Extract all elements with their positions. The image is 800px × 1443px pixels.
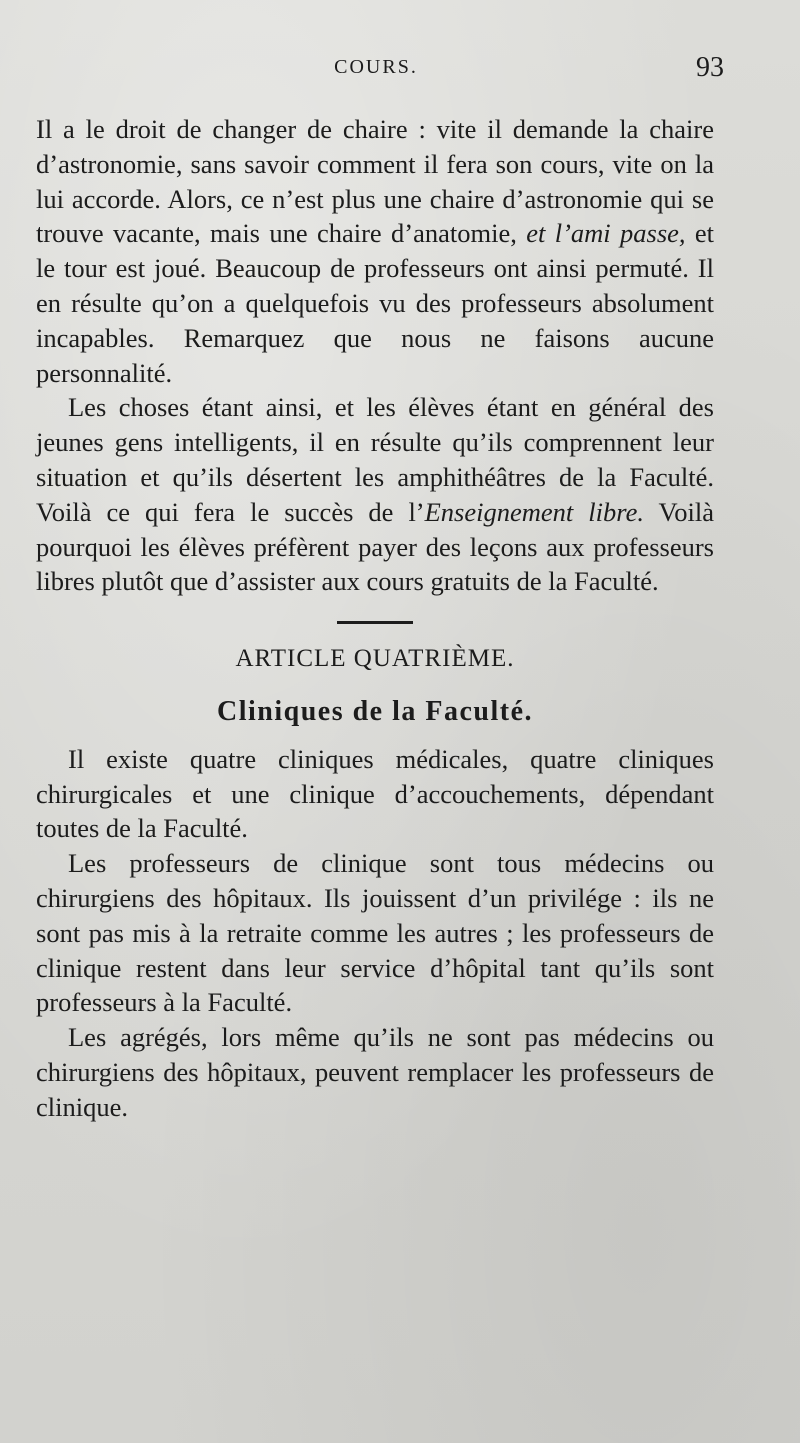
- paragraph-1-italic: et l’ami passe,: [526, 218, 686, 249]
- paragraph-3: Il existe quatre cliniques médicales, quatre cliniques chirurgicales et une clinique d’accouchements, dépendant toutes de la Faculté.: [36, 743, 714, 844]
- page-header: [36, 52, 724, 92]
- page-number: 93: [696, 52, 724, 83]
- paragraph-2: [36, 390, 714, 599]
- running-head: COURS.: [334, 56, 418, 78]
- paragraph-5: Les agrégés, lors même qu’ils ne sont pas médecins ou chirurgiens des hôpitaux, peuvent remplacer les professeurs de clinique.: [36, 1022, 714, 1122]
- paragraph-4: Les professeurs de clinique sont tous médecins ou chirurgiens des hôpitaux. Ils jouissent d’un privilége : ils ne sont pas mis à la retraite comme les autres ; les professeurs de clinique restent dans leur service d’hôpital tant qu’ils sont professeurs à la Faculté.: [36, 848, 714, 1018]
- paragraph-1: [36, 112, 714, 390]
- paragraph-2-italic: Enseignement libre.: [424, 496, 644, 527]
- article-heading: ARTICLE QUATRIÈME.: [235, 645, 515, 673]
- paragraph-2-text-b: Voilà pourquoi les élèves préfèrent payer des leçons aux professeurs libres plutôt que d’assister aux cours gratuits de la Faculté.: [36, 496, 714, 597]
- page-body: [36, 112, 714, 1125]
- section-divider: [337, 621, 413, 624]
- paragraph-1-text-b: et le tour est joué. Beaucoup de professeurs ont ainsi permuté. Il en résulte qu’on a quelquefois vu des professeurs absolument incapables. Remarquez que nous ne faisons aucune personnalité.: [36, 218, 715, 388]
- paragraph-1-text-a: Il a le droit de changer de chaire : vite il demande la chaire d’astronomie, sans savoir comment il fera son cours, vite on la lui accorde. Alors, ce n’est plus une chaire d’astronomie qui se trouve vacante, mais une chaire d’anatomie,: [36, 114, 714, 249]
- section-title: Cliniques de la Faculté.: [216, 695, 533, 727]
- paragraph-2-text-a: Les choses étant ainsi, et les élèves étant en général des jeunes gens intelligents, il en résulte qu’ils comprennent leur situation et qu’ils désertent les amphithéâtres de la Faculté. Voilà ce qui fera le succès de l’: [36, 392, 714, 527]
